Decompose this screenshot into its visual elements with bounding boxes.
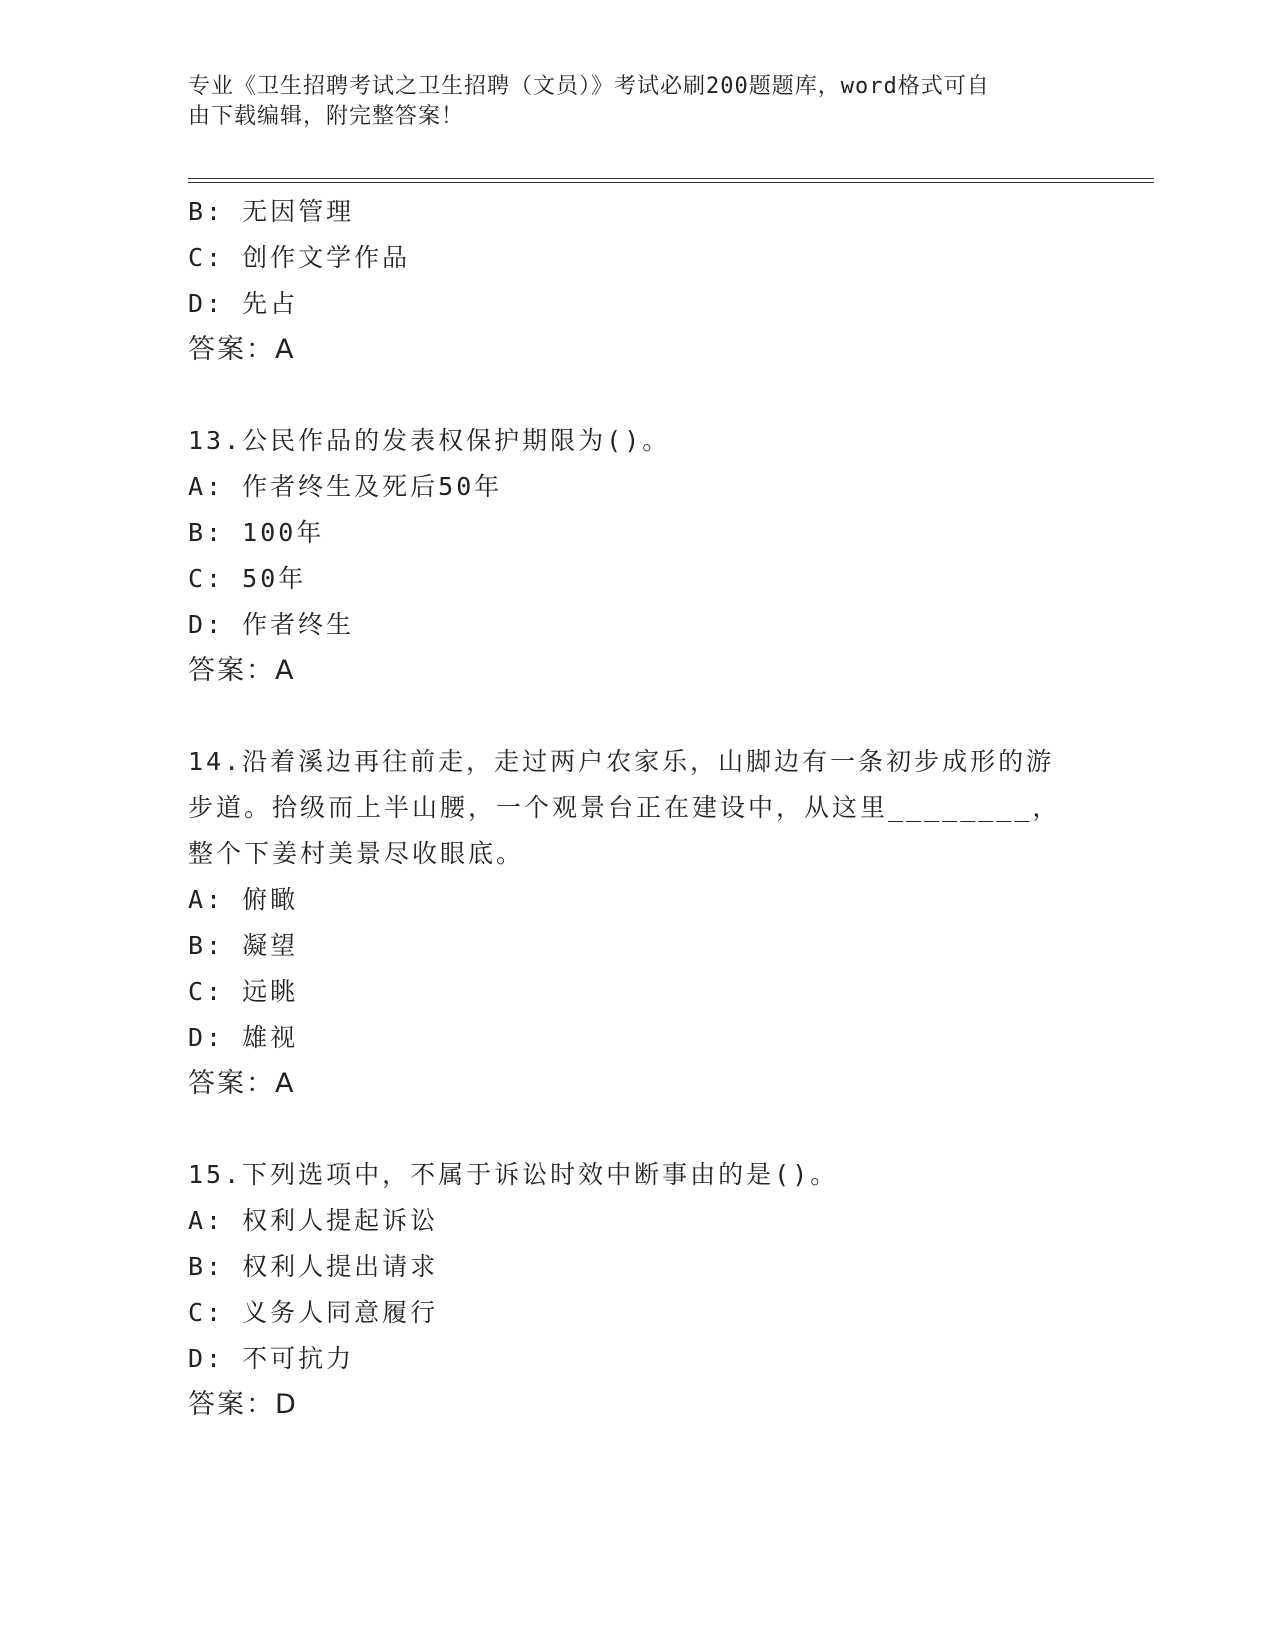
question-14 [188, 739, 1108, 1107]
document-header [188, 72, 1068, 132]
spacer [188, 1107, 1108, 1152]
spacer [188, 694, 1108, 739]
question-list [188, 189, 1108, 1428]
option-d: D: 先占 [188, 289, 299, 318]
answer: 答案：A [188, 655, 296, 686]
option-a: A: 作者终生及死后50年 [188, 472, 503, 501]
option-d: D: 不可抗力 [188, 1344, 355, 1373]
option-b: B: 无因管理 [188, 197, 355, 226]
option-d: D: 雄视 [188, 1023, 299, 1052]
question-text-line-3: 整个下姜村美景尽收眼底。 [188, 839, 525, 868]
header-line-1: 专业《卫生招聘考试之卫生招聘（文员）》考试必刷200题题库，word格式可自 [188, 74, 990, 99]
header-divider [188, 178, 1154, 183]
option-a: A: 俯瞰 [188, 885, 299, 914]
answer: 答案：A [188, 334, 296, 365]
option-c: C: 远眺 [188, 977, 299, 1006]
question-text: 15.下列选项中，不属于诉讼时效中断事由的是()。 [188, 1160, 839, 1189]
option-b: B: 凝望 [188, 931, 299, 960]
option-c: C: 义务人同意履行 [188, 1298, 439, 1327]
option-a: A: 权利人提起诉讼 [188, 1206, 439, 1235]
question-text-line-1: 14.沿着溪边再往前走，走过两户农家乐，山脚边有一条初步成形的游 [188, 747, 1055, 776]
option-b: B: 权利人提出请求 [188, 1252, 439, 1281]
answer: 答案：D [188, 1389, 298, 1420]
option-c: C: 50年 [188, 564, 307, 593]
question-text-line-2: 步道。拾级而上半山腰，一个观景台正在建设中，从这里________， [188, 793, 1061, 822]
option-b: B: 100年 [188, 518, 325, 547]
answer: 答案：A [188, 1068, 296, 1099]
option-d: D: 作者终生 [188, 610, 355, 639]
option-c: C: 创作文学作品 [188, 243, 411, 272]
question-13 [188, 418, 1108, 694]
question-12-continued [188, 189, 1108, 373]
header-line-2: 由下载编辑，附完整答案！ [188, 104, 465, 129]
question-text: 13.公民作品的发表权保护期限为()。 [188, 426, 671, 455]
spacer [188, 373, 1108, 418]
question-15 [188, 1152, 1108, 1428]
